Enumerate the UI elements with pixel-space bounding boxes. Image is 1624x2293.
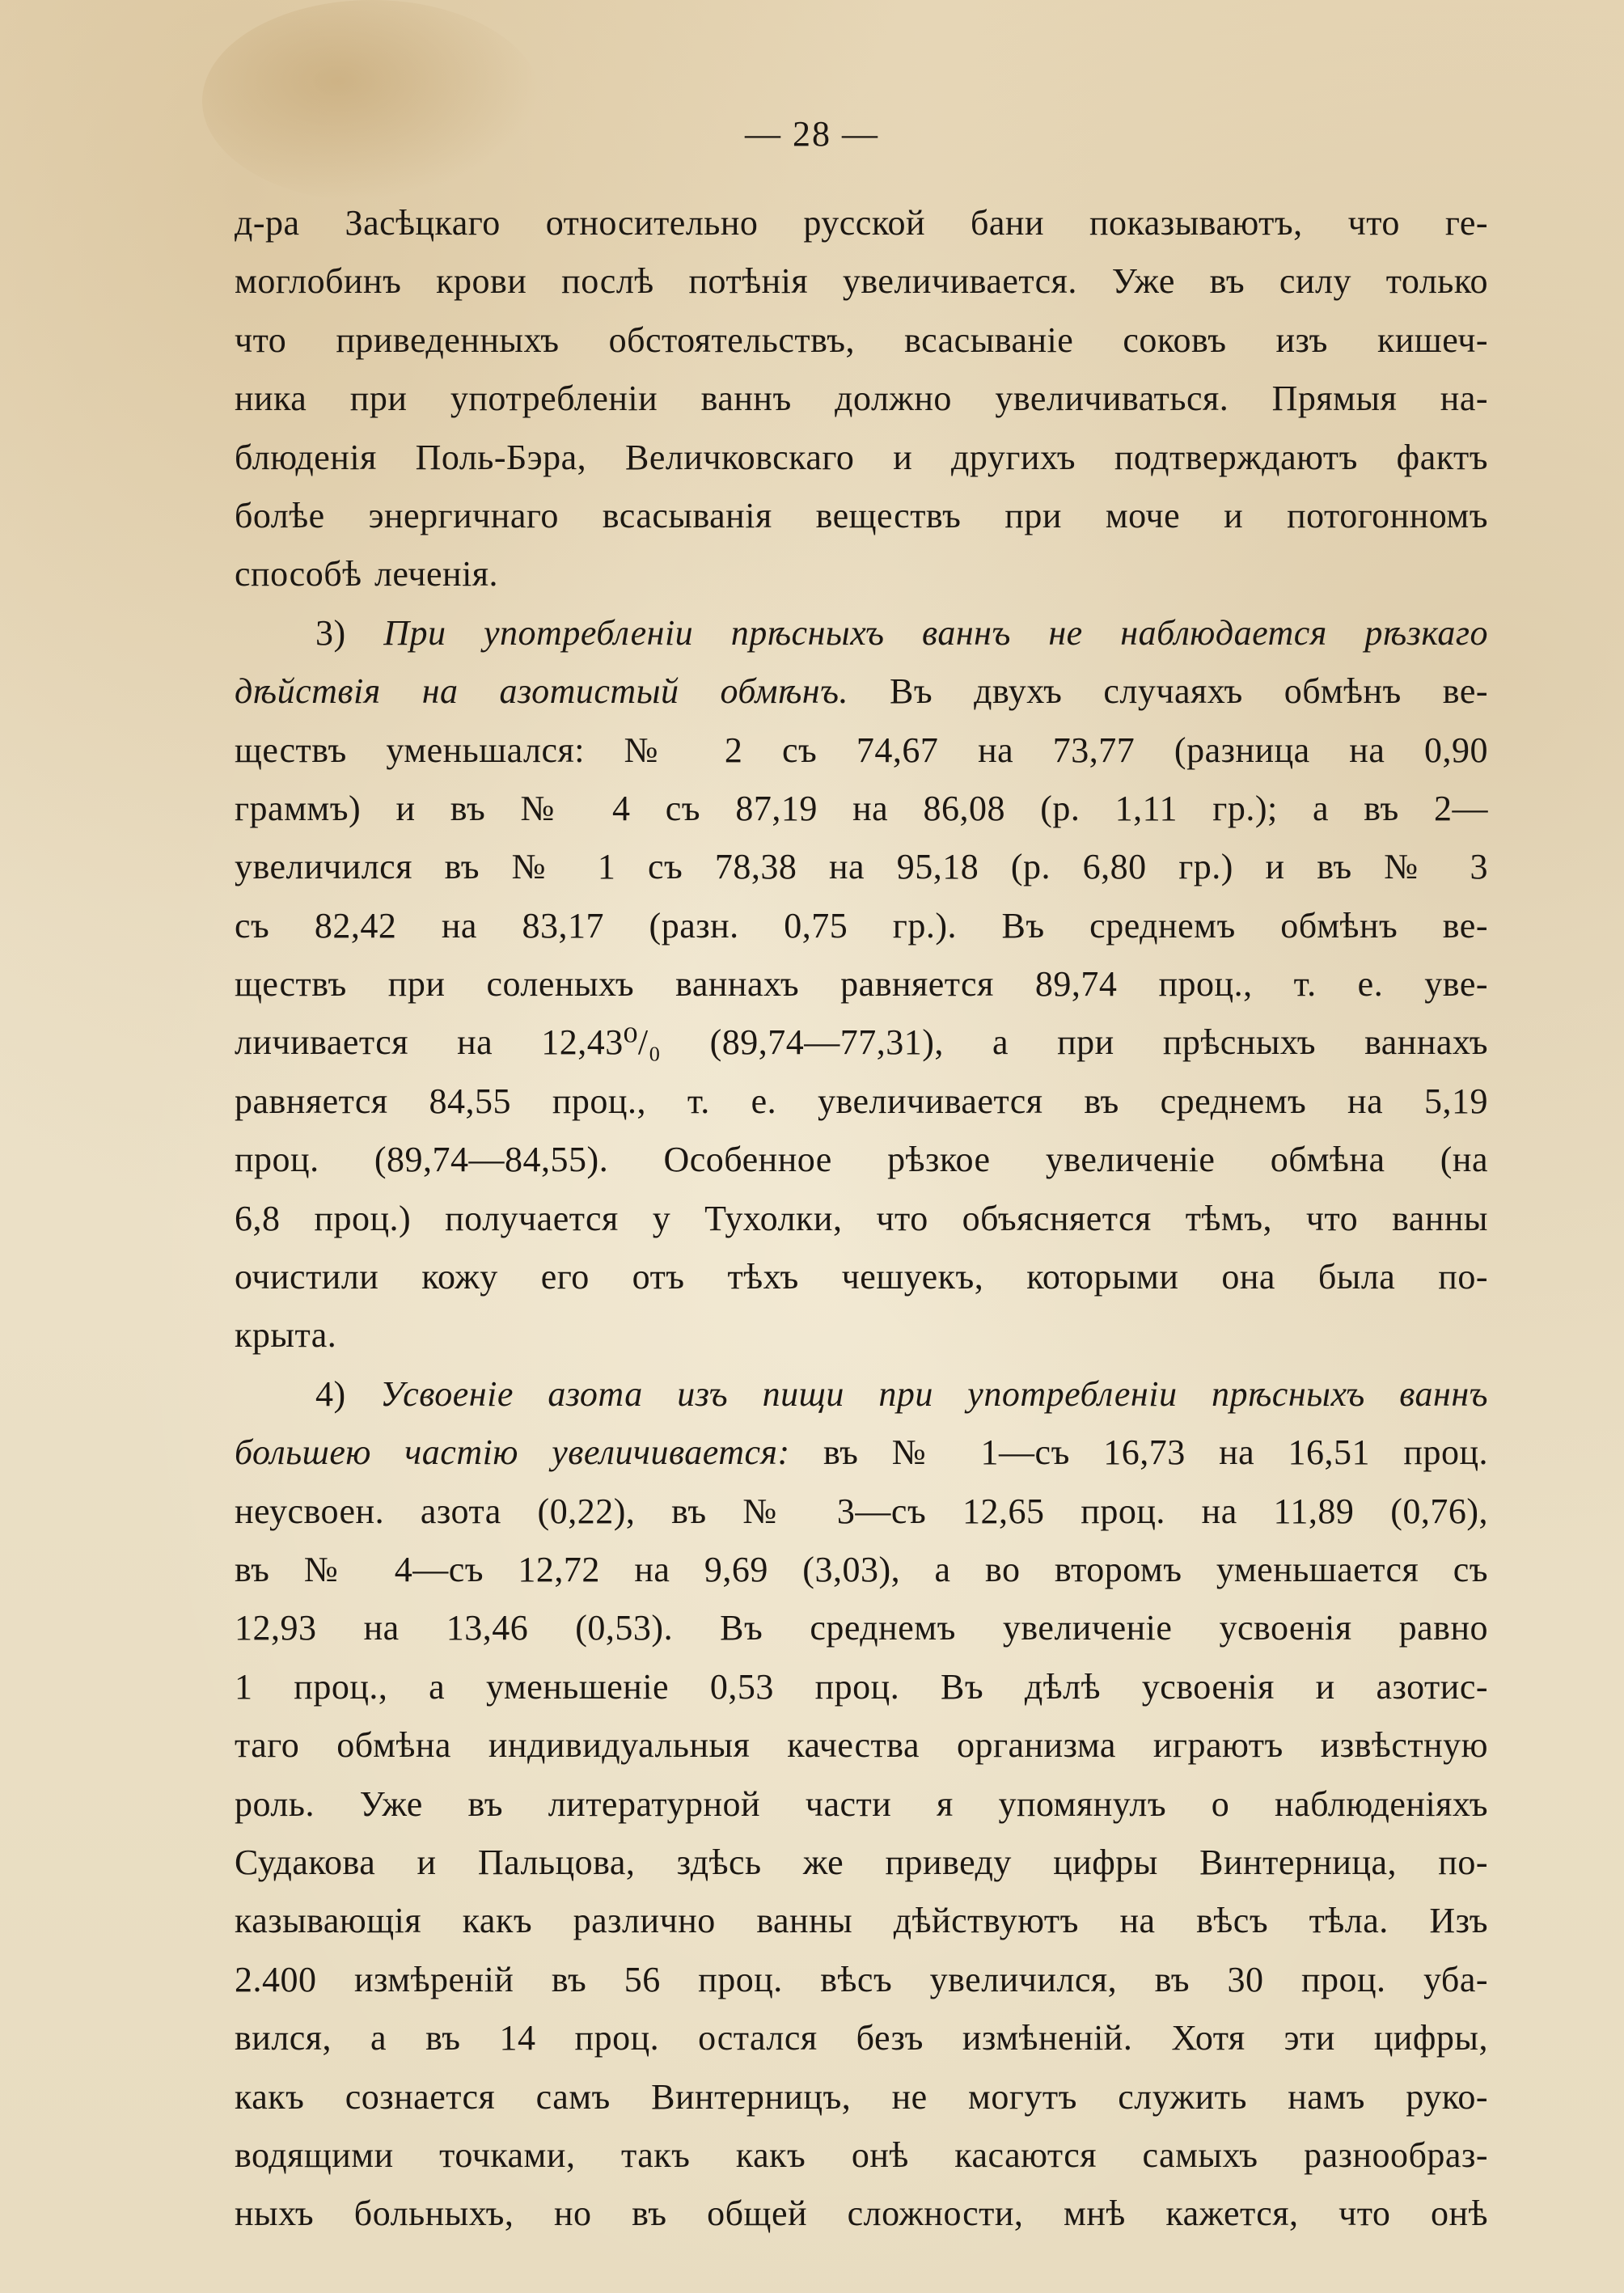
text-line-02: [235, 252, 1488, 311]
plain-text: съ 82,42 на 83,17 (разн. 0,75 гр.). Въ среднемъ обмѣнъ ве-: [235, 905, 1488, 946]
text-line-17: [235, 1131, 1488, 1189]
text-line-04: [235, 370, 1488, 428]
text-line-33: [235, 2068, 1488, 2126]
plain-text: Судакова и Пальцова, здѣсь же приведу цифры Винтерница, по-: [235, 1842, 1488, 1882]
plain-text: блюденія Поль-Бэра, Величковскаго и другихъ подтверждаютъ фактъ: [235, 437, 1488, 477]
plain-text: казывающія какъ различно ванны дѣйствуютъ на вѣсъ тѣла. Изъ: [235, 1901, 1488, 1941]
italic-text: Усвоеніе азота изъ пищи при употребленіи прѣсныхъ ваннъ: [380, 1373, 1488, 1414]
text-line-23: [235, 1483, 1488, 1541]
plain-text: 3): [315, 612, 384, 653]
text-line-06: [235, 487, 1488, 545]
page-number: — 28 —: [745, 114, 879, 154]
plain-text: въ № 4—съ 12,72 на 9,69 (3,03), а во второмъ уменьшается съ: [235, 1549, 1488, 1589]
text-line-28: [235, 1775, 1488, 1834]
text-line-05: [235, 429, 1488, 487]
text-line-19: [235, 1248, 1488, 1306]
plain-text: очистили кожу его отъ тѣхъ чешуекъ, которыми она была по-: [235, 1257, 1488, 1297]
plain-text: проц. (89,74—84,55). Особенное рѣзкое увеличеніе обмѣна (на: [235, 1140, 1488, 1180]
plain-text: 2.400 измѣреній въ 56 проц. вѣсъ увеличился, въ 30 проц. уба-: [235, 1959, 1488, 1999]
plain-text: неусвоен. азота (0,22), въ № 3—съ 12,65 проц. на 11,89 (0,76),: [235, 1491, 1488, 1531]
text-line-15: [235, 1013, 1488, 1072]
text-line-03: [235, 311, 1488, 370]
plain-text: равняется 84,55 проц., т. е. увеличивается въ среднемъ на 5,19: [235, 1081, 1488, 1121]
text-line-20: [235, 1306, 1488, 1364]
text-line-08: [235, 604, 1488, 662]
plain-text: ныхъ больныхъ, но въ общей сложности, мнѣ кажется, что онѣ: [235, 2194, 1488, 2234]
plain-text: 4): [315, 1373, 381, 1414]
plain-text: увеличился въ № 1 съ 78,38 на 95,18 (р. 6,80 гр.) и въ № 3: [235, 847, 1488, 887]
plain-text: граммъ) и въ № 4 съ 87,19 на 86,08 (р. 1,11 гр.); а въ 2—: [235, 788, 1488, 828]
text-line-12: [235, 838, 1488, 896]
plain-text: 12,93 на 13,46 (0,53). Въ среднемъ увеличеніе усвоенія равно: [235, 1608, 1488, 1648]
text-line-27: [235, 1716, 1488, 1775]
plain-text: Въ двухъ случаяхъ обмѣнъ ве-: [848, 671, 1489, 712]
text-line-35: [235, 2185, 1488, 2243]
plain-text: роль. Уже въ литературной части я упомянулъ о наблюденіяхъ: [235, 1783, 1488, 1824]
plain-text: вился, а въ 14 проц. остался безъ измѣненій. Хотя эти цифры,: [235, 2018, 1488, 2058]
text-line-32: [235, 2009, 1488, 2067]
text-line-07: [235, 545, 1488, 603]
plain-text: ществъ при соленыхъ ваннахъ равняется 89,74 проц., т. е. уве-: [235, 964, 1488, 1005]
italic-text: большею частію увеличивается:: [235, 1432, 790, 1473]
text-line-31: [235, 1951, 1488, 2009]
text-line-16: [235, 1072, 1488, 1131]
text-line-14: [235, 955, 1488, 1013]
text-line-34: [235, 2126, 1488, 2185]
plain-text: болѣе энергичнаго всасыванія веществъ при моче и потогонномъ: [235, 495, 1488, 535]
plain-text: крыта.: [235, 1315, 337, 1356]
italic-text: дѣйствія на азотистый обмѣнъ.: [235, 671, 848, 712]
text-line-26: [235, 1658, 1488, 1716]
plain-text: 1 проц., а уменьшеніе 0,53 проц. Въ дѣлѣ усвоенія и азотис-: [235, 1666, 1488, 1707]
italic-text: При употребленіи прѣсныхъ ваннъ не наблюдается рѣзкаго: [383, 612, 1488, 653]
plain-text: какъ сознается самъ Винтерницъ, не могутъ служить намъ руко-: [235, 2076, 1488, 2117]
plain-text: д-ра Засѣцкаго относительно русской бани показываютъ, что ге-: [235, 203, 1488, 243]
text-line-18: [235, 1190, 1488, 1248]
plain-text: способѣ леченія.: [235, 554, 499, 594]
text-line-10: [235, 721, 1488, 780]
plain-text: личивается на 12,43⁰/₀ (89,74—77,31), а при прѣсныхъ ваннахъ: [235, 1022, 1488, 1063]
plain-text: ществъ уменьшался: № 2 съ 74,67 на 73,77 (разница на 0,90: [235, 730, 1488, 770]
text-line-24: [235, 1541, 1488, 1599]
text-line-13: [235, 897, 1488, 955]
plain-text: моглобинъ крови послѣ потѣнія увеличивается. Уже въ силу только: [235, 261, 1488, 302]
text-line-22: [235, 1424, 1488, 1482]
text-line-11: [235, 780, 1488, 838]
plain-text: ника при употребленіи ваннъ должно увеличиваться. Прямыя на-: [235, 379, 1488, 419]
text-line-01: [235, 194, 1488, 252]
text-line-29: [235, 1834, 1488, 1892]
plain-text: таго обмѣна индивидуальныя качества организма играютъ извѣстную: [235, 1725, 1488, 1766]
paper-stain: [202, 0, 542, 202]
text-line-30: [235, 1892, 1488, 1950]
text-line-21: [235, 1365, 1488, 1424]
plain-text: въ № 1—съ 16,73 на 16,51 проц.: [789, 1432, 1488, 1473]
plain-text: что приведенныхъ обстоятельствъ, всасываніе соковъ изъ кишеч-: [235, 319, 1488, 360]
text-line-25: [235, 1599, 1488, 1657]
plain-text: водящими точками, такъ какъ онѣ касаются самыхъ разнообраз-: [235, 2134, 1488, 2175]
text-line-09: [235, 662, 1488, 721]
body-text: [235, 194, 1488, 2244]
plain-text: 6,8 проц.) получается у Тухолки, что объясняется тѣмъ, что ванны: [235, 1198, 1488, 1238]
